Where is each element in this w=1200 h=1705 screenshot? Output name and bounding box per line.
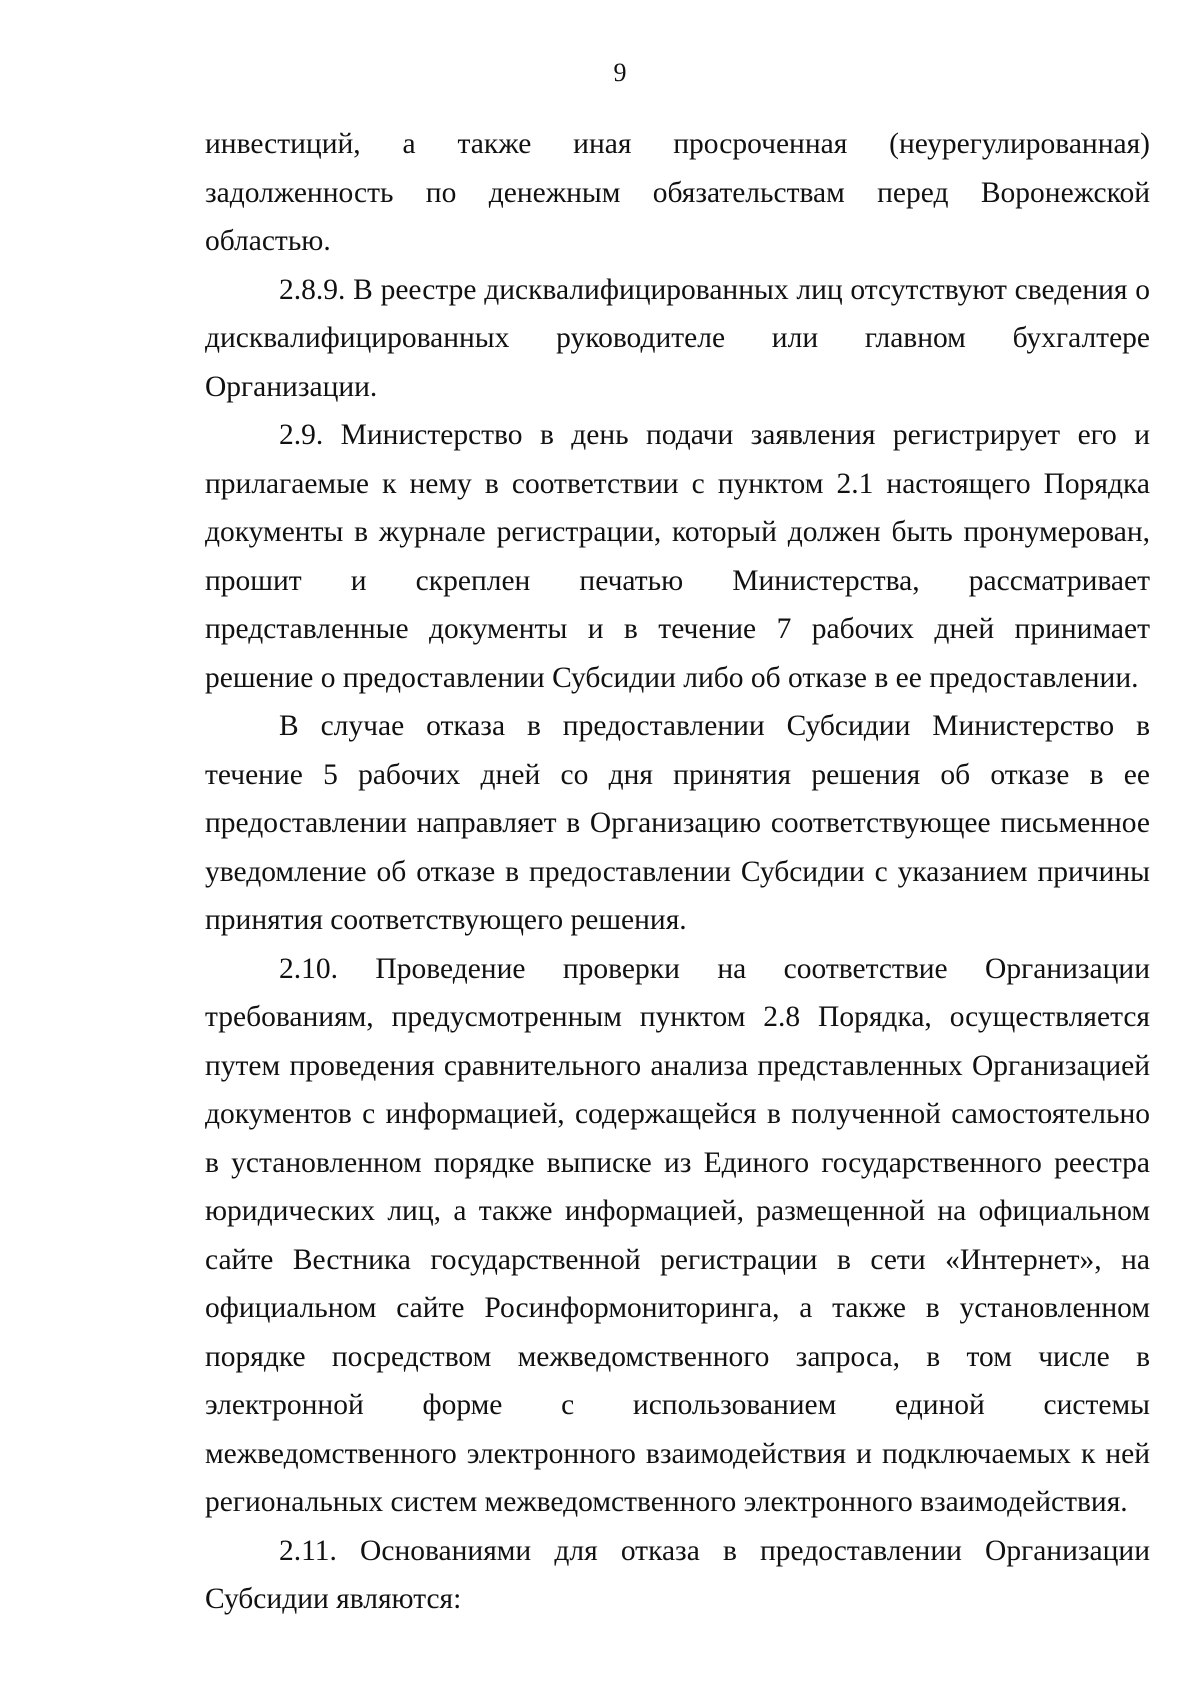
paragraph-continuation: инвестиций, а также иная просроченная (неурегулированная) задолженность по денежным обязательствам перед Воронежской областью.: [205, 128, 1150, 257]
paragraph-2-8-9: 2.8.9. В реестре дисквалифицированных лиц отсутствуют сведения о дисквалифицированных руководителе или главном бухгалтере Организации.: [205, 273, 1150, 403]
paragraph-2-9: 2.9. Министерство в день подачи заявления регистрирует его и прилагаемые к нему в соответствии с пунктом 2.1 настоящего Порядка документы в журнале регистрации, который должен быть пронумерован, прошит и скреплен печатью Министерства, рассматривает представленные документы и в течение 7 рабочих дней принимает решение о предоставлении Субсидии либо об отказе в ее предоставлении.: [205, 419, 1150, 694]
document-body: [205, 120, 1150, 1624]
paragraph-2-11: 2.11. Основаниями для отказа в предоставлении Организации Субсидии являются:: [205, 1534, 1150, 1615]
paragraph-refusal-notice: В случае отказа в предоставлении Субсидии Министерство в течение 5 рабочих дней со дня принятия решения об отказе в ее предоставлении направляет в Организацию соответствующее письменное уведомление об отказе в предоставлении Субсидии с указанием причины принятия соответствующего решения.: [205, 710, 1150, 936]
page-number: 9: [613, 58, 627, 87]
paragraph-2-10: 2.10. Проведение проверки на соответствие Организации требованиям, предусмотренным пунктом 2.8 Порядка, осуществляется путем проведения сравнительного анализа представленных Организацией документов с информацией, содержащейся в полученной самостоятельно в установленном порядке выписке из Единого государственного реестра юридических лиц, а также информацией, размещенной на официальном сайте Вестника государственной регистрации в сети «Интернет», на официальном сайте Росинформониторинга, а также в установленном порядке посредством межведомственного запроса, в том числе в электронной форме с использованием единой системы межведомственного электронного взаимодействия и подключаемых к ней региональных систем межведомственного электронного взаимодействия.: [205, 952, 1150, 1518]
